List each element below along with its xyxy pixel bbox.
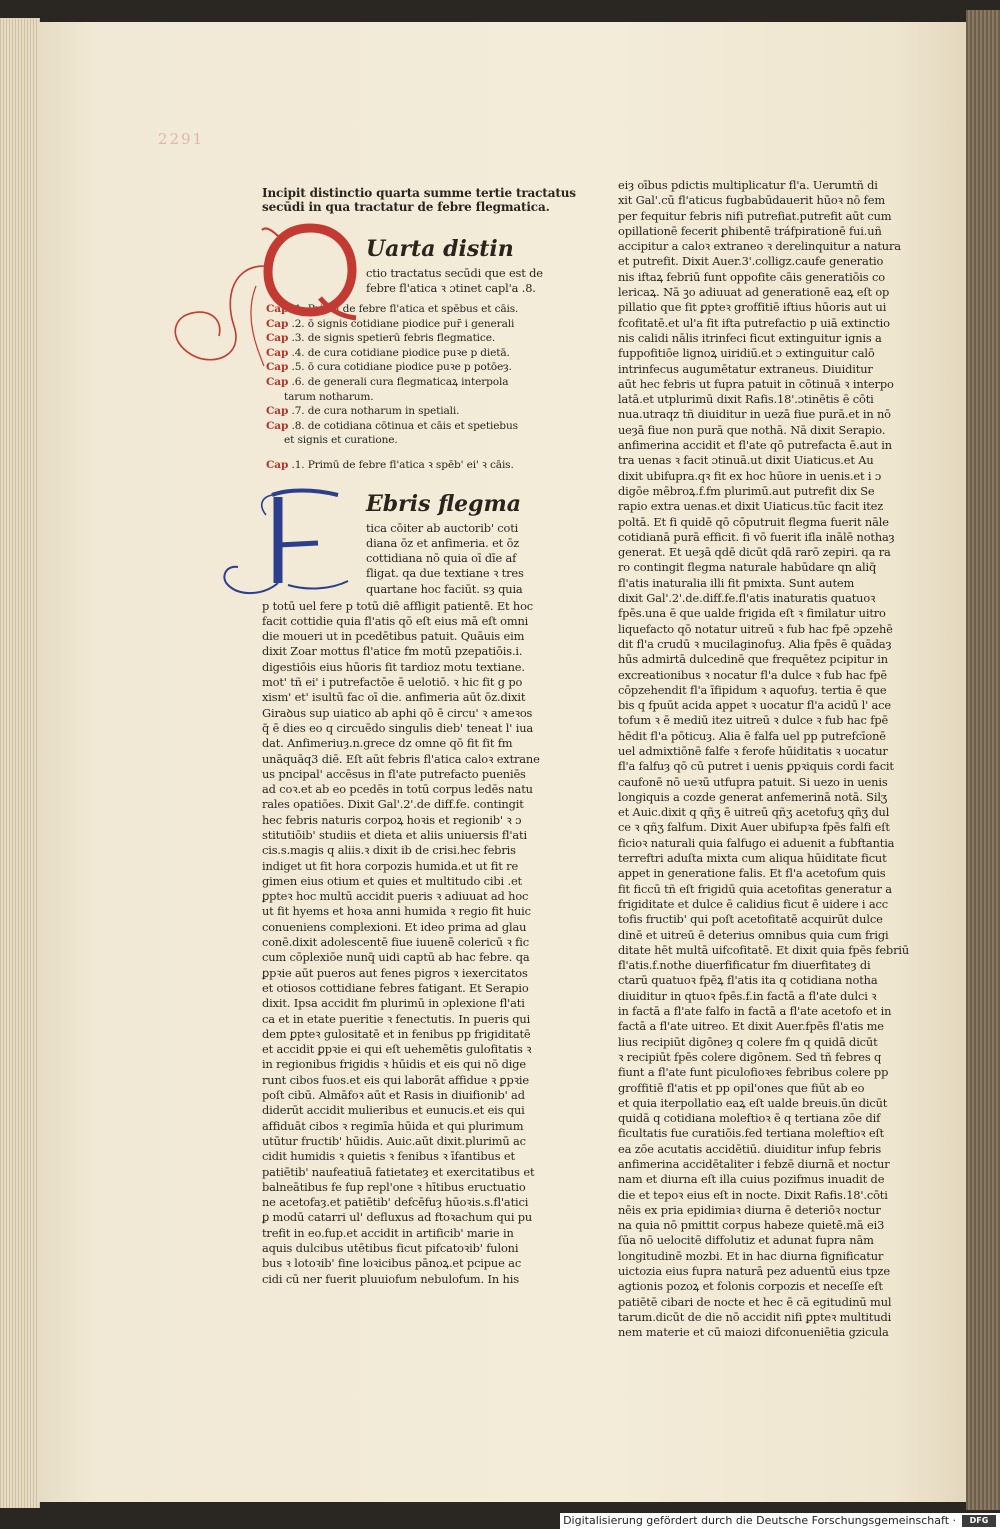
- text-line: fl'atis inaturalia illi fit pmixta. Sunt autem: [618, 575, 855, 590]
- page-stack-right-edge: [966, 10, 1000, 1510]
- footer-text: Digitalisierung gefördert durch die Deutsche Forschungsgemeinschaft ·: [563, 1514, 956, 1527]
- text-line: utūtur fructib' hūidis. Auic.aūt dixit.plurimū ac: [262, 1133, 526, 1148]
- text-line: appet in generatione falis. Et fl'a acetofum quis: [618, 866, 886, 881]
- rubric-mark: Cap: [266, 458, 289, 471]
- text-line: tofis fructib' qui poſt acetofitatē acquirūt dulce: [618, 912, 883, 927]
- text-line: factā a fl'ate uitreo. Et dixit Auer.fpēs fl'atis me: [618, 1019, 884, 1034]
- init-f-continuation: [366, 521, 544, 597]
- left-text-column: [262, 186, 576, 1287]
- text-line: stitutiōib' studiis et dieta et aliis uniuersis fl'ati: [262, 827, 527, 842]
- rubric-mark: Cap: [266, 375, 289, 388]
- rubric-mark: Cap: [266, 332, 289, 345]
- text-line: q̄ ē dies eo q circuēdo singulis dieb' teneat l' iua: [262, 720, 534, 735]
- text-line: hūs admirtā dulcedinē que frequētez pcipitur in: [618, 652, 888, 667]
- text-line: facit cottidie quia fl'atis qō eſt eius mā eſt omni: [262, 613, 529, 628]
- init-q-big-text: Uarta distin: [366, 236, 514, 262]
- text-line: lericaꝝ. Nā ꝫo adiuuat ad generationē eaꝝ eſt op: [618, 285, 890, 300]
- text-line: diana ōz et anfimeria. et ōz: [366, 535, 520, 550]
- text-line: nēis ex pria epidimiaꝛ diurna ē deteriōꝛ noctur: [618, 1202, 881, 1217]
- text-line: longiquis a cozde generat anfemerinā notā. Silʒ: [618, 789, 888, 804]
- text-line: rapio extra uenas.et dixit Uiaticus.tūc facit itez: [618, 499, 884, 514]
- dfg-logo: DFG: [962, 1515, 996, 1527]
- chapter-item: Cap .1. Primū de febre fl'atica et spēbus et cāis.: [266, 303, 519, 315]
- text-line: fiunt a fl'ate funt piculofioꝛes febribus colere pp: [618, 1065, 889, 1080]
- text-line: bis q fpuūt acida appet ꝛ uocatur fl'a acidū l' ace: [618, 698, 892, 713]
- text-line: ce ꝛ qñʒ falfum. Dixit Auer ubifupꝛa fpēs falfi eſt: [618, 820, 890, 835]
- chapter-item: Cap .7. de cura notharum in spetiali.: [266, 405, 460, 418]
- text-line: et quia iterpollatio eaꝝ eſt ualde breuis.ūn dicūt: [618, 1095, 888, 1110]
- text-line: poſt cibū. Almāfoꝛ aūt et Rasis in diuifionib' ad: [262, 1088, 525, 1103]
- text-line: ꝑ modū catarri ul' defluxus ad ftoꝛachum qui pu: [262, 1210, 533, 1225]
- text-line: fl'atis.f.nothe diuerfificatur fm diuerfitateȝ di: [618, 958, 871, 973]
- text-line: balneātibus fe fup repl'one ꝛ hītibus eructuatio: [262, 1179, 526, 1194]
- rubric-mark: Cap: [266, 303, 289, 315]
- text-line: xit Gal'.cū fl'aticus fugbabūdauerit hūoꝛ nō fem: [618, 193, 885, 208]
- init-q-continuation: [366, 266, 544, 297]
- text-line: accipitur a caloꝛ extraneo ꝛ derelinquitur a natura: [618, 239, 901, 254]
- initial-letter-q-icon: [260, 220, 360, 320]
- text-line: ro contingit flegma naturale habūdare qn aliq̄: [618, 560, 877, 575]
- text-line: Giraꝺus sup uiatico ab aphi qō ē circu' ꝛ ameꝛos: [262, 705, 533, 720]
- rubric-mark: Cap: [266, 361, 289, 374]
- red-flourish-icon: [164, 256, 274, 376]
- incipit-heading: [262, 186, 576, 214]
- text-line: conueniens complexioni. Et ideo prima ad glau: [262, 919, 527, 934]
- text-line: terreftri aduſta mixta cum aliqua hūiditate ficut: [618, 851, 887, 866]
- heading-line: Incipit distinctio quarta summe tertie tractatus: [262, 186, 576, 200]
- funding-footer: [560, 1513, 1000, 1529]
- text-line: longitudinē mozbi. Et in hac diurna fignificatur: [618, 1248, 884, 1263]
- text-line: fpēs.una ē que ualde frigida eſt ꝛ fimilatur uitro: [618, 606, 886, 621]
- text-line: ꝑpteꝛ hoc multū accidit pueris ꝛ adiuuat ad hoc: [262, 889, 529, 904]
- text-line: cis.s.magis q aliis.ꝛ dixit ib de crisi.hec febris: [262, 843, 516, 858]
- text-line: us pncipal' accēsus in fl'ate putrefacto pueniēs: [262, 766, 526, 781]
- text-line: dit fl'a crudū ꝛ mucilaginofuȝ. Alia fpēs ē quādaȝ: [618, 636, 892, 651]
- text-line: nua.utraqz tñ diuiditur in uezā fiue purā.et in nō: [618, 407, 891, 422]
- heading-line: secūdi in qua tractatur de febre flegmatica.: [262, 200, 550, 214]
- text-line: digestiōis eius hūoris fit tardioz motu textiane.: [262, 659, 525, 674]
- text-line: ꝛ recipiūt fpēs colere digōnem. Sed tñ febres q: [618, 1049, 882, 1064]
- right-text-column: [618, 178, 910, 1341]
- text-line: runt cibos fuos.et eis qui laborāt affidue ꝛ ꝑpꝛie: [262, 1072, 529, 1087]
- text-line: na quia nō pmittit corpus habeze quietē.mā ei3: [618, 1218, 885, 1233]
- text-line: generat. Et ueȝā qdē dicūt qdā rarō zepiri. qa ra: [618, 545, 891, 560]
- chapter-item: Cap .3. de signis spetierū febris flegmatice.: [266, 332, 496, 345]
- text-line: hec febris naturis corpoꝝ hoꝛis et regionib' ꝛ ɔ: [262, 812, 522, 827]
- text-line: febre fl'atica ꝛ ɔtinet capl'a .8.: [366, 281, 536, 296]
- text-line: bus ꝛ lotoꝛib' fine loꝛicibus pānoꝝ.et pcipue ac: [262, 1256, 522, 1271]
- text-line: ctio tractatus secūdi que est de: [366, 266, 543, 280]
- rubric-mark: Cap: [266, 405, 289, 418]
- text-line: ficioꝛ naturali quia falfugo ei aduenit a fubftantia: [618, 835, 895, 850]
- text-line: eiȝ oībus pdictis multiplicatur fl'a. Uerumtñ di: [618, 178, 878, 192]
- rubric-mark: Cap: [266, 346, 289, 359]
- text-line: anfimerina accidētaliter i febzē diurnā et noctur: [618, 1157, 890, 1171]
- text-line: trefit in eo.fup.et accidit in artificib' marie in: [262, 1225, 514, 1240]
- chapter-list: [266, 302, 540, 473]
- text-line: anfimerina accidit et fl'ate qō putrefacta ē.aut in: [618, 438, 892, 453]
- text-line: in regionibus frigidis ꝛ hūidis et eis qui nō dige: [262, 1057, 526, 1072]
- chapter-item: Cap .1. Primū de febre fl'atica ꝛ spēb' ei' ꝛ cāis.: [266, 458, 514, 471]
- text-line: lius recipiūt digōneȝ q colere fm q quidā dicūt: [618, 1034, 878, 1049]
- text-line: p totū uel fere p totū diē affligit patientē. Et hoc: [262, 598, 534, 613]
- text-line: fcofitatē.et ul'a fit ifta putrefactio p uiā extinctio: [618, 315, 890, 330]
- initial-f-block: [262, 485, 540, 595]
- text-line: tofum ꝛ ē mediū itez uitreū ꝛ dulce ꝛ fub hac fpē: [618, 713, 889, 728]
- rubric-mark: Cap: [266, 317, 289, 330]
- text-line: dixit Gal'.2'.de.diff.fe.fl'atis inaturatis quatuoꝛ: [618, 591, 876, 606]
- text-line: dixit Zoar mottus fl'atice fm motū pzepatiōis.i.: [262, 644, 523, 659]
- text-line: dat. Anfimeriuȝ.n.grece dz omne qō fit fit fm: [262, 736, 513, 751]
- text-line: indiget ut fit hora corpozis humida.et ut fit re: [262, 858, 519, 873]
- text-line: diderūt accidit mulieribus et eunucis.et eis qui: [262, 1103, 525, 1118]
- text-line: latā.et utplurimū dixit Rafis.18'.ɔtinētis ē cōti: [618, 392, 874, 407]
- text-line: rales opatiōes. Dixit Gal'.2'.de diff.fe. contingit: [262, 797, 524, 812]
- text-line: et otiosos cottidiane febres fatigant. Et Serapio: [262, 980, 529, 995]
- chapter-item: tarum notharum.: [284, 390, 374, 403]
- text-line: ne acetofaȝ.et patiētib' defcēfuȝ hūoꝛis.s.fl'atici: [262, 1195, 529, 1210]
- folio-number: 2291: [158, 130, 205, 148]
- initial-letter-f-icon: [218, 485, 358, 601]
- text-line: uel admixtiōnē falfe ꝛ ferofe hūiditatis ꝛ uocatur: [618, 743, 888, 758]
- text-line: quartane hoc faciūt. sȝ quia: [366, 581, 523, 596]
- text-line: ca et in etate pueritie ꝛ fenectutis. In pueris qui: [262, 1011, 531, 1026]
- text-line: tarum.dicūt de die nō accidit nifi ꝑpteꝛ multitudi: [618, 1309, 892, 1324]
- init-f-big-text: Ebris flegma: [366, 490, 522, 517]
- text-line: caufonē nō ueꝛū utfupra patuit. Si uezo in uenis: [618, 774, 888, 789]
- text-line: cidit humidis ꝛ quietis ꝛ fenibus ꝛ īfantibus et: [262, 1149, 515, 1164]
- text-line: fligat. qa due textiane ꝛ tres: [366, 566, 524, 581]
- text-line: intrinfecus augumētatur extraneus. Diuiditur: [618, 361, 873, 376]
- text-line: ea zōe acutatis accidētiū. diuiditur infup febris: [618, 1141, 882, 1156]
- page-stack-left-edge: [0, 18, 40, 1508]
- text-line: nam et diurna eſt illa cuius pozifmus inuadit de: [618, 1172, 885, 1187]
- text-line: diuiditur in qtuoꝛ fpēs.f.in factā a fl'ate dulci ꝛ: [618, 988, 877, 1003]
- text-line: mot' tñ ei' i putrefactōe ē uelotiō. ꝛ hic fit g po: [262, 675, 523, 690]
- text-line: groffitiē fl'atis et pp opil'ones que fiūt ab eo: [618, 1080, 865, 1095]
- text-line: in factā a fl'ate falfo in factā a fl'ate acetofo et in: [618, 1004, 892, 1019]
- text-line: die moueri ut in pcedētibus patuit. Quāuis eim: [262, 629, 525, 644]
- text-line: uictozia eius fupra naturā pez aduentū eius tpze: [618, 1264, 890, 1279]
- text-line: die et tepoꝛ eius eſt in nocte. Dixit Rafis.18'.cōti: [618, 1187, 888, 1202]
- text-line: ad coꝛ.et ab eo pcedēs in totū corpus ledēs natu: [262, 782, 533, 797]
- text-line: dixit. Ipsa accidit fm plurimū in ɔplexione fl'ati: [262, 996, 525, 1011]
- text-line: fuppofitiōe lignoꝝ uiridiū.et ɔ extinguitur calō: [618, 346, 875, 361]
- text-line: ditate hēt multā uifcofitatē. Et dixit quia fpēs febriū: [618, 942, 910, 957]
- text-line: nis iftaꝝ febriū funt oppofite cāis generatiōis co: [618, 269, 885, 284]
- left-body-text: [262, 599, 540, 1287]
- rubric-mark: Cap: [266, 419, 289, 432]
- text-line: nem materie et cū maiozi difconueniētia gzicula: [618, 1325, 889, 1340]
- text-line: hēdit fl'a pōticuȝ. Alia ē falfa uel pp putrefcīonē: [618, 728, 886, 743]
- text-line: ꝑpꝛie aūt pueros aut fenes pigros ꝛ iexercitatos: [262, 965, 528, 980]
- initial-q-block: [262, 226, 543, 296]
- text-line: cottidiana nō quia oī dīe af: [366, 551, 517, 566]
- text-line: dixit ubifupra.qꝛ fit ex hoc hūore in uenis.et i ɔ: [618, 468, 882, 483]
- chapter-item: Cap .2. ō signis cotidiane piodice pur̄ i generali: [266, 317, 515, 330]
- chapter-item: et signis et curatione.: [284, 434, 398, 447]
- text-line: ctarū quatuoꝛ fpēꝝ fl'atis ita q cotidiana notha: [618, 973, 878, 988]
- text-line: cidi cū ner fuerit pluuiofum nebulofum. In his: [262, 1271, 519, 1286]
- chapter-item: Cap .6. de generali cura flegmaticaꝝ interpola: [266, 375, 509, 388]
- text-line: pillatio que fit ꝑpteꝛ groffitiē iftius hūoris aut ui: [618, 300, 887, 315]
- text-line: et accidit ꝑpꝛie ei qui eſt uehemētis gulofitatis ꝛ: [262, 1042, 532, 1057]
- text-line: liquefacto qō notatur uitreū ꝛ fub hac fpē ɔpzehē: [618, 621, 893, 636]
- text-line: et Auic.dixit q qñʒ ē uitreū qñʒ acetofuʒ qñʒ dul: [618, 805, 890, 820]
- text-line: unāquāq3 diē. Eſt aūt febris fl'atica caloꝛ extrane: [262, 751, 540, 766]
- text-line: patiētib' naufeatiuā fatietateȝ et exercitatibus et: [262, 1164, 535, 1179]
- text-line: ficultatis fue curatiōis.fed tertiana moleftioꝛ eſt: [618, 1126, 884, 1141]
- text-line: et putrefit. Dixit Auer.3'.colligz.caufe generatio: [618, 254, 884, 269]
- text-line: xism' et' isultū fac oī die. anfimeria aūt ōz.dixit: [262, 690, 526, 705]
- text-line: fl'a falfuȝ qō cū putret i uenis ꝑpꝛiquis cordi facit: [618, 759, 894, 774]
- text-line: cotidianā purā efficit. fi vō fuerit ifla inālē nothaȝ: [618, 529, 895, 544]
- text-line: tica cōiter ab auctorib' coti: [366, 520, 519, 535]
- text-line: conē.dixit adolescentē fiue iuuenē colericū ꝛ fic: [262, 935, 529, 950]
- text-line: opillationē fecerit ꝑhibentē tráfpirationē fui.uñ: [618, 223, 882, 238]
- text-line: gimen eius otium et quies et multitudo cibi .et: [262, 873, 522, 888]
- chapter-item: Cap .4. de cura cotidiane piodice puꝛe p dietā.: [266, 346, 510, 359]
- text-line: nis calidi nālis itrinfeci ficut extinguitur ignis a: [618, 330, 882, 345]
- text-line: fit ficcū tñ eſt frigidū quia acetofitas generatur a: [618, 881, 892, 896]
- text-line: frigiditate et dulce ē calidius ficut ē uidere i acc: [618, 896, 888, 911]
- text-line: ſūa nō uelocitē diffolutiz et adunat fupra nām: [618, 1233, 874, 1248]
- text-line: agtionis pozoꝝ et folonis corpozis et neceſſe eſt: [618, 1279, 883, 1294]
- text-line: aquis dulcibus utētibus ficut pifcatoꝛib' fuloni: [262, 1241, 519, 1255]
- text-line: quidā q cotidiana moleftioꝛ ē q tertiana zōe dif: [618, 1111, 881, 1126]
- text-line: cōpzehendit fl'a īfipidum ꝛ aquofuȝ. tertia ē que: [618, 682, 887, 697]
- text-line: patiētē cibari de nocte et hec ē cā egitudinū mul: [618, 1294, 892, 1309]
- text-line: per fequitur febris nifi putrefiat.putrefit aūt cum: [618, 208, 892, 223]
- chapter-item: Cap .8. de cotidiana cōtinua et cāis et spetiebus: [266, 419, 518, 432]
- text-line: ut fit hyems et hoꝛa anni humida ꝛ regio fit huic: [262, 904, 531, 919]
- text-line: dem ꝑpteꝛ gulositatē et in fenibus pp frigiditatē: [262, 1026, 531, 1041]
- chapter-item: Cap .5. ō cura cotidiane piodice puꝛe p potōeȝ.: [266, 361, 512, 374]
- text-line: tra uenas ꝛ facit ɔtinuā.ut dixit Uiaticus.et Au: [618, 453, 874, 468]
- text-line: affiduāt cibos ꝛ regimīa hūida et qui plurimum: [262, 1118, 524, 1133]
- text-line: dinē et uitreū ē deterius omnibus quia cum frigi: [618, 927, 889, 942]
- text-line: ueȝā fiue non purā que nothā. Nā dixit Serapio.: [618, 422, 886, 437]
- text-line: cum cōplexiōe nunq̄ uidi captū ab hac febre. qa: [262, 950, 530, 965]
- text-line: aūt hec febris ut fupra patuit in cōtinuā ꝛ interpo: [618, 376, 894, 391]
- text-line: excreationibus ꝛ nocatur fl'a dulce ꝛ fub hac fpē: [618, 667, 887, 682]
- text-line: poltā. Et fi quidē qō cōputruit flegma fuerit nāle: [618, 514, 889, 529]
- text-line: digōe mēbroꝝ.f.fm plurimū.aut putrefit dix Se: [618, 483, 875, 498]
